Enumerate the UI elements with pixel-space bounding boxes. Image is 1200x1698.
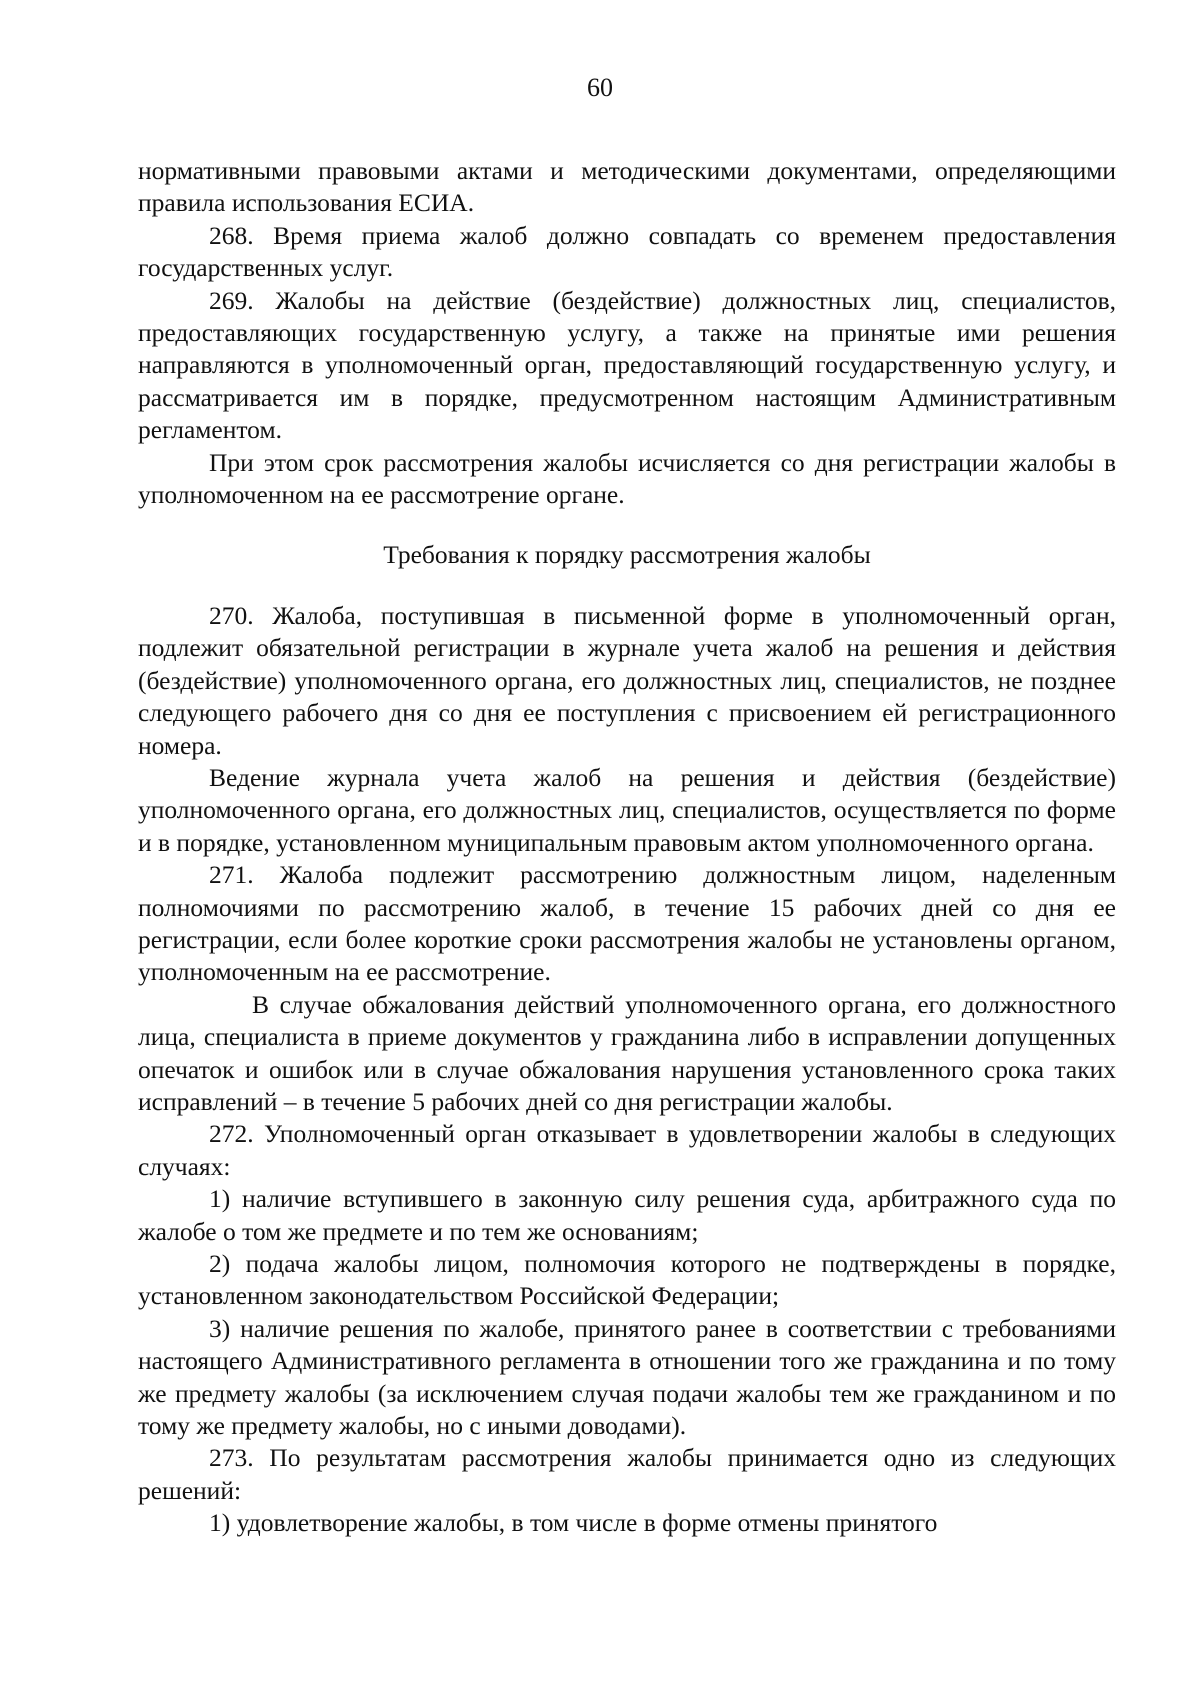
paragraph-continuation: нормативными правовыми актами и методическими документами, определяющими правила использования ЕСИА. xyxy=(138,156,1116,218)
list-item-273-1: 1) удовлетворение жалобы, в том числе в форме отмены принятого xyxy=(209,1508,938,1538)
paragraph-271-appeal: В случае обжалования действий уполномоченного органа, его должностного лица, специалиста в приеме документов у гражданина либо в исправлении допущенных опечаток и ошибок или в случае обжалования нарушения установленного срока таких исправлений – в течение 5 рабочих дней со дня регистрации жалобы. xyxy=(138,989,1116,1116)
list-item-272-3: 3) наличие решения по жалобе, принятого ранее в соответствии с требованиями настоящего Административного регламента в отношении того же гражданина и по тому же предмету жалобы (за исключением случая подачи жалобы тем же гражданином и по тому же предмету жалобы, но с иными доводами). xyxy=(138,1313,1116,1441)
page-number: 60 xyxy=(587,73,613,102)
paragraph-271: 271. Жалоба подлежит рассмотрению должностным лицом, наделенным полномочиями по рассмотрению жалоб, в течение 15 рабочих дней со дня ее регистрации, если более короткие сроки рассмотрения жалобы не установлены органом, уполномоченным на ее рассмотрение. xyxy=(138,860,1116,987)
document-body xyxy=(138,155,1116,1540)
list-item-272-2: 2) подача жалобы лицом, полномочия которого не подтверждены в порядке, установленном законодательством Российской Федерации; xyxy=(138,1249,1116,1311)
paragraph-269-note: При этом срок рассмотрения жалобы исчисляется со дня регистрации жалобы в уполномоченном на ее рассмотрение органе. xyxy=(138,447,1116,510)
paragraph-272: 272. Уполномоченный орган отказывает в удовлетворении жалобы в следующих случаях: xyxy=(138,1119,1116,1181)
paragraph-269: 269. Жалобы на действие (бездействие) должностных лиц, специалистов, предоставляющих государственную услугу, а также на принятые ими решения направляются в уполномоченный орган, предоставляющий государственную услугу, и рассматривается им в порядке, предусмотренном настоящим Административным регламентом. xyxy=(138,285,1116,445)
section-heading: Требования к порядку рассмотрения жалобы xyxy=(383,540,871,570)
paragraph-268: 268. Время приема жалоб должно совпадать со временем предоставления государственных услуг. xyxy=(138,220,1116,283)
list-item-272-1: 1) наличие вступившего в законную силу решения суда, арбитражного суда по жалобе о том же предмете и по тем же основаниям; xyxy=(138,1184,1116,1246)
paragraph-270-journal: Ведение журнала учета жалоб на решения и действия (бездействие) уполномоченного органа, его должностных лиц, специалистов, осуществляется по форме и в порядке, установленном муниципальным правовым актом уполномоченного органа. xyxy=(138,762,1116,857)
paragraph-273: 273. По результатам рассмотрения жалобы принимается одно из следующих решений: xyxy=(138,1443,1116,1505)
paragraph-270: 270. Жалоба, поступившая в письменной форме в уполномоченный орган, подлежит обязательной регистрации в журнале учета жалоб на решения и действия (бездействие) уполномоченного органа, его должностных лиц, специалистов, не позднее следующего рабочего дня со дня ее поступления с присвоением ей регистрационного номера. xyxy=(138,600,1116,760)
